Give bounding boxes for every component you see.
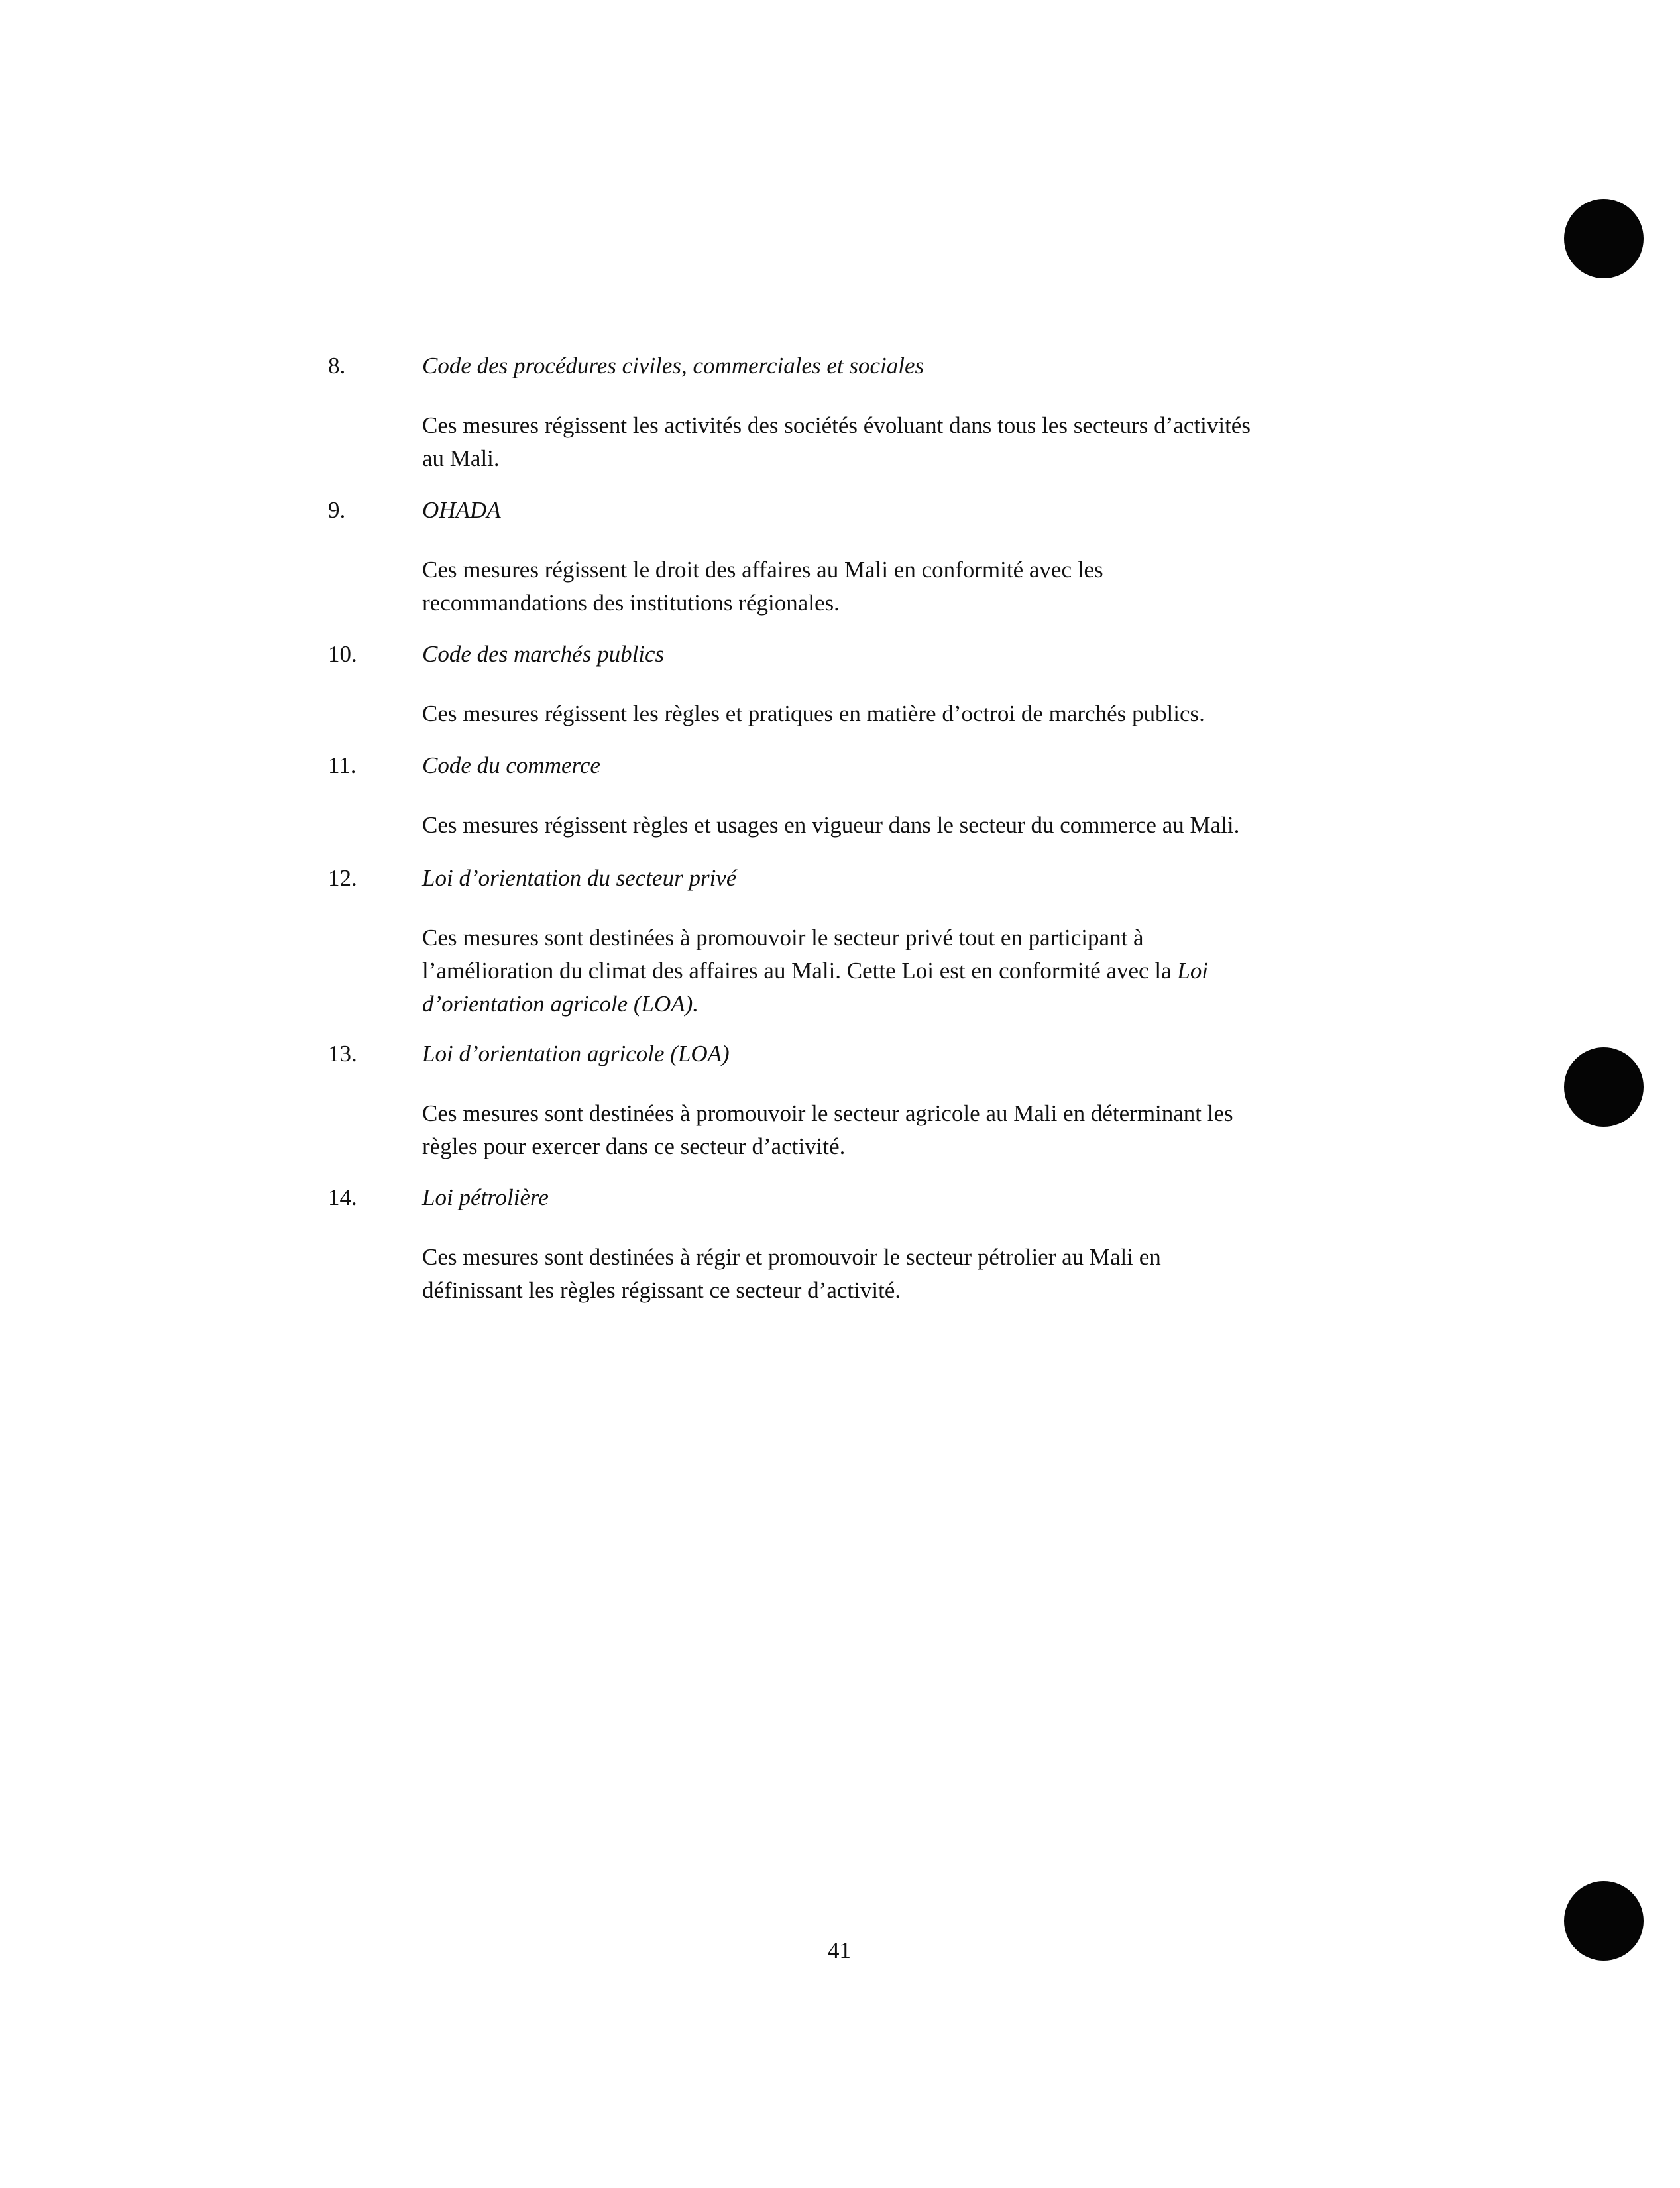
description-line: règles pour exercer dans ce secteur d’activité.	[422, 1133, 846, 1159]
item-number: 14.	[328, 1184, 357, 1210]
item-description	[422, 553, 1370, 620]
item-title: Loi d’orientation du secteur privé	[422, 865, 737, 891]
description-line: Ces mesures régissent règles et usages en vigueur dans le secteur du commerce au Mali.	[422, 812, 1240, 838]
description-line: recommandations des institutions régionales.	[422, 590, 840, 616]
description-line: Ces mesures régissent les activités des sociétés évoluant dans tous les secteurs d’activités	[422, 412, 1251, 438]
law-reference: Loi	[1177, 958, 1209, 984]
item-description	[422, 809, 1370, 842]
item-description	[422, 1097, 1370, 1163]
item-number: 9.	[328, 497, 346, 523]
description-line	[422, 954, 1370, 988]
item-description	[422, 921, 1370, 1021]
description-line: Ces mesures régissent le droit des affaires au Mali en conformité avec les	[422, 557, 1103, 583]
item-number: 10.	[328, 641, 357, 667]
item-title: Code des procédures civiles, commerciales et sociales	[422, 353, 924, 378]
description-line: Ces mesures régissent les règles et pratiques en matière d’octroi de marchés publics.	[422, 701, 1205, 726]
item-description	[422, 1241, 1370, 1307]
item-title: Code du commerce	[422, 752, 600, 778]
page-number: 41	[828, 1937, 851, 1963]
item-description	[422, 697, 1370, 730]
item-title: Code des marchés publics	[422, 641, 665, 667]
description-line: au Mali.	[422, 445, 500, 471]
item-title: OHADA	[422, 497, 501, 523]
law-reference: d’orientation agricole (LOA).	[422, 991, 699, 1017]
item-number: 8.	[328, 353, 346, 378]
item-description	[422, 409, 1370, 475]
description-line: définissant les règles régissant ce secteur d’activité.	[422, 1277, 901, 1303]
punch-hole-bottom	[1564, 1881, 1644, 1961]
item-title: Loi pétrolière	[422, 1184, 549, 1210]
description-text: l’amélioration du climat des affaires au Mali. Cette Loi est en conformité avec la	[422, 958, 1172, 984]
item-number: 11.	[328, 752, 357, 778]
punch-hole-middle	[1564, 1047, 1644, 1127]
item-title: Loi d’orientation agricole (LOA)	[422, 1041, 730, 1066]
item-number: 13.	[328, 1041, 357, 1066]
description-line: Ces mesures sont destinées à promouvoir le secteur agricole au Mali en déterminant les	[422, 1100, 1233, 1126]
description-line: Ces mesures sont destinées à régir et promouvoir le secteur pétrolier au Mali en	[422, 1244, 1161, 1270]
description-line: Ces mesures sont destinées à promouvoir le secteur privé tout en participant à	[422, 925, 1144, 950]
item-number: 12.	[328, 865, 357, 891]
punch-hole-top	[1564, 199, 1644, 278]
